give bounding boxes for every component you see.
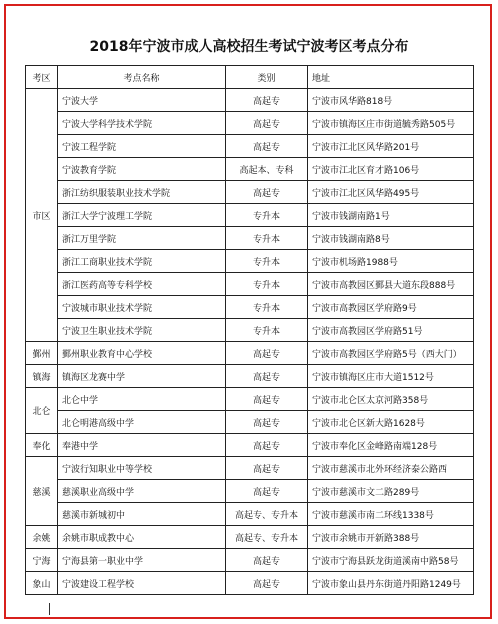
category-cell: 高起本、专科 — [226, 158, 308, 181]
address-cell: 宁波市高教园区学府路5号（西大门） — [308, 342, 474, 365]
address-cell: 宁波市镇海区庄市大道1512号 — [308, 365, 474, 388]
address-cell: 宁波市北仑区太京河路358号 — [308, 388, 474, 411]
address-cell: 宁波市钱湖南路1号 — [308, 204, 474, 227]
table-row — [26, 273, 474, 296]
address-cell: 宁波市钱湖南路8号 — [308, 227, 474, 250]
category-cell: 高起专 — [226, 181, 308, 204]
district-cell: 余姚 — [26, 526, 58, 549]
category-cell: 专升本 — [226, 204, 308, 227]
table-row — [26, 549, 474, 572]
table-row — [26, 526, 474, 549]
table-row — [26, 434, 474, 457]
site-name-cell: 慈溪职业高级中学 — [58, 480, 226, 503]
category-cell: 专升本 — [226, 273, 308, 296]
district-cell: 象山 — [26, 572, 58, 595]
address-cell: 宁波市高教园区学府路51号 — [308, 319, 474, 342]
header-site-name: 考点名称 — [58, 66, 226, 89]
site-name-cell: 浙江医药高等专科学校 — [58, 273, 226, 296]
site-name-cell: 鄞州职业教育中心学校 — [58, 342, 226, 365]
site-name-cell: 浙江纺织服装职业技术学院 — [58, 181, 226, 204]
site-name-cell: 奉港中学 — [58, 434, 226, 457]
table-row — [26, 227, 474, 250]
category-cell: 高起专、专升本 — [226, 503, 308, 526]
table-row — [26, 457, 474, 480]
site-name-cell: 北仑中学 — [58, 388, 226, 411]
address-cell: 宁波市慈溪市南二环线1338号 — [308, 503, 474, 526]
site-name-cell: 北仑明港高级中学 — [58, 411, 226, 434]
district-cell: 慈溪 — [26, 457, 58, 526]
site-name-cell: 余姚市职成教中心 — [58, 526, 226, 549]
table-row — [26, 388, 474, 411]
district-cell: 鄞州 — [26, 342, 58, 365]
category-cell: 高起专 — [226, 112, 308, 135]
address-cell: 宁波市高教园区学府路9号 — [308, 296, 474, 319]
table-row — [26, 480, 474, 503]
address-cell: 宁波市风华路818号 — [308, 89, 474, 112]
district-cell: 北仑 — [26, 388, 58, 434]
address-cell: 宁波市慈溪市文二路289号 — [308, 480, 474, 503]
category-cell: 高起专 — [226, 572, 308, 595]
category-cell: 高起专 — [226, 388, 308, 411]
district-cell: 宁海 — [26, 549, 58, 572]
category-cell: 高起专 — [226, 89, 308, 112]
category-cell: 高起专 — [226, 457, 308, 480]
site-name-cell: 宁波卫生职业技术学院 — [58, 319, 226, 342]
category-cell: 专升本 — [226, 296, 308, 319]
district-cell: 市区 — [26, 89, 58, 342]
site-name-cell: 宁波教育学院 — [58, 158, 226, 181]
address-cell: 宁波市江北区风华路201号 — [308, 135, 474, 158]
address-cell: 宁波市象山县丹东街道丹阳路1249号 — [308, 572, 474, 595]
header-address: 地址 — [308, 66, 474, 89]
table-row — [26, 342, 474, 365]
header-category: 类别 — [226, 66, 308, 89]
category-cell: 高起专 — [226, 135, 308, 158]
address-cell: 宁波市高教园区鄞县大道东段888号 — [308, 273, 474, 296]
address-cell: 宁波市余姚市开新路388号 — [308, 526, 474, 549]
category-cell: 专升本 — [226, 250, 308, 273]
site-name-cell: 浙江万里学院 — [58, 227, 226, 250]
table-row — [26, 319, 474, 342]
district-cell: 奉化 — [26, 434, 58, 457]
table-row — [26, 204, 474, 227]
table-header-row — [26, 66, 474, 89]
site-name-cell: 浙江工商职业技术学院 — [58, 250, 226, 273]
site-name-cell: 宁海县第一职业中学 — [58, 549, 226, 572]
exam-sites-table — [25, 65, 474, 595]
table-row — [26, 411, 474, 434]
table-row — [26, 572, 474, 595]
category-cell: 专升本 — [226, 227, 308, 250]
site-name-cell: 镇海区龙赛中学 — [58, 365, 226, 388]
table-row — [26, 365, 474, 388]
table-row — [26, 296, 474, 319]
site-name-cell: 宁波大学 — [58, 89, 226, 112]
address-cell: 宁波市奉化区金峰路南端128号 — [308, 434, 474, 457]
header-district: 考区 — [26, 66, 58, 89]
site-name-cell: 浙江大学宁波理工学院 — [58, 204, 226, 227]
page-title: 2018年宁波市成人高校招生考试宁波考区考点分布 — [89, 39, 409, 55]
address-cell: 宁波市北仑区新大路1628号 — [308, 411, 474, 434]
site-name-cell: 宁波行知职业中等学校 — [58, 457, 226, 480]
site-name-cell: 宁波建设工程学校 — [58, 572, 226, 595]
address-cell: 宁波市江北区育才路106号 — [308, 158, 474, 181]
table-row — [26, 181, 474, 204]
table-row — [26, 158, 474, 181]
site-name-cell: 宁波大学科学技术学院 — [58, 112, 226, 135]
category-cell: 高起专、专升本 — [226, 526, 308, 549]
site-name-cell: 宁波工程学院 — [58, 135, 226, 158]
table-row — [26, 250, 474, 273]
table-row — [26, 112, 474, 135]
category-cell: 高起专 — [226, 365, 308, 388]
district-cell: 镇海 — [26, 365, 58, 388]
address-cell: 宁波市慈溪市北外环经济泰公路西 — [308, 457, 474, 480]
table-row — [26, 135, 474, 158]
page-mark — [49, 603, 50, 615]
table-row — [26, 503, 474, 526]
table-row — [26, 89, 474, 112]
category-cell: 高起专 — [226, 342, 308, 365]
address-cell: 宁波市镇海区庄市街道毓秀路505号 — [308, 112, 474, 135]
category-cell: 高起专 — [226, 434, 308, 457]
address-cell: 宁波市江北区风华路495号 — [308, 181, 474, 204]
category-cell: 专升本 — [226, 319, 308, 342]
table-body — [26, 89, 474, 595]
site-name-cell: 宁波城市职业技术学院 — [58, 296, 226, 319]
address-cell: 宁波市机场路1988号 — [308, 250, 474, 273]
category-cell: 高起专 — [226, 549, 308, 572]
category-cell: 高起专 — [226, 411, 308, 434]
address-cell: 宁波市宁海县跃龙街道溪南中路58号 — [308, 549, 474, 572]
category-cell: 高起专 — [226, 480, 308, 503]
site-name-cell: 慈溪市新城初中 — [58, 503, 226, 526]
